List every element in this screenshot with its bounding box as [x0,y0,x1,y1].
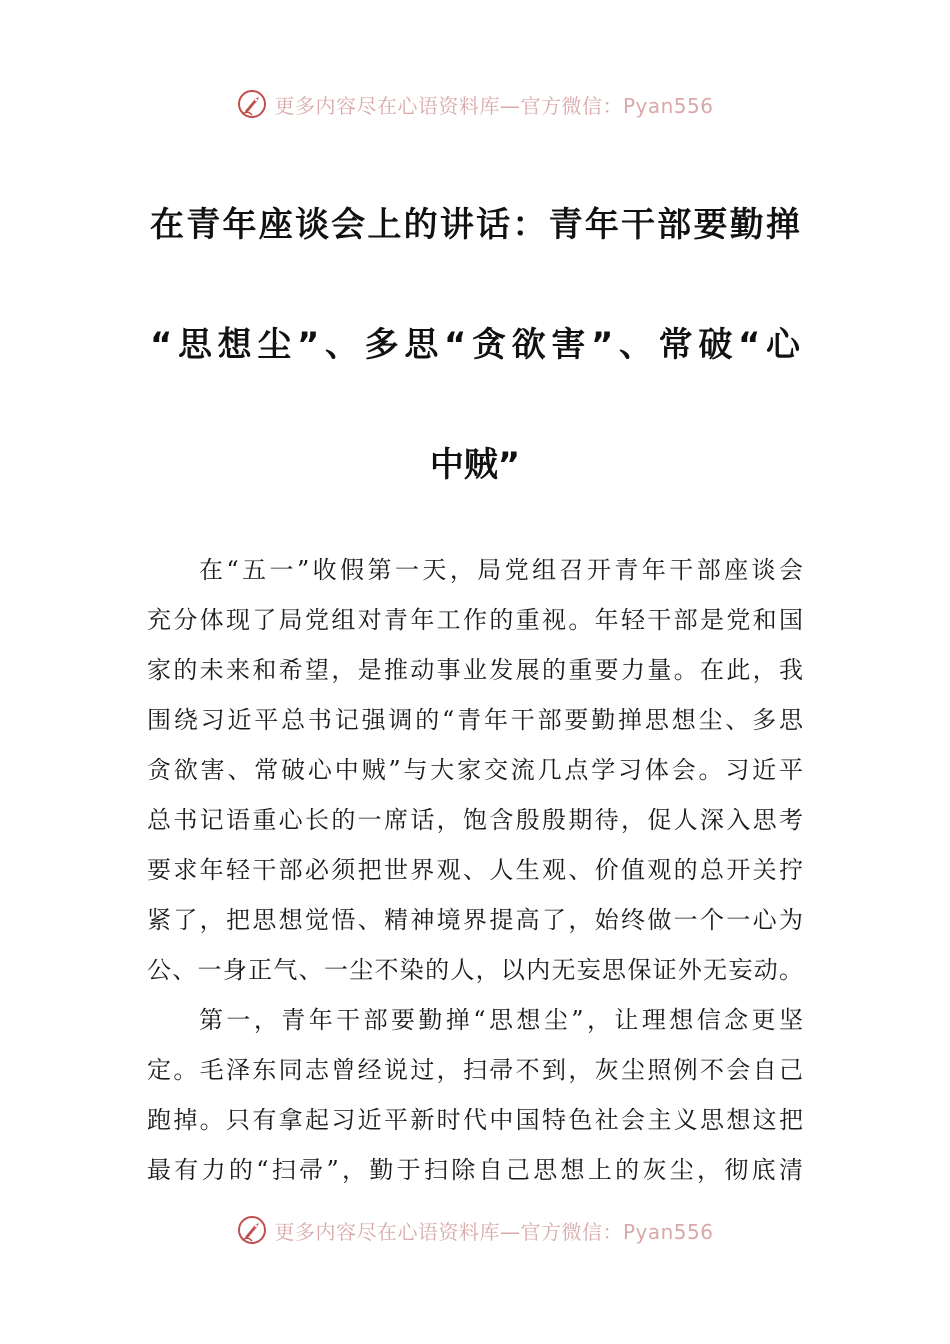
title-line: 中贼” [429,445,521,485]
watermark-text: 更多内容尽在心语资料库—官方微信：Pyan556 [274,1219,714,1244]
paragraph-line: 定。毛泽东同志曾经说过，扫帚不到，灰尘照例不会自己 [147,1056,803,1084]
paragraph-line: 贪欲害、常破心中贼”与大家交流几点学习体会。习近平 [147,756,803,784]
paragraph-line: 跑掉。只有拿起习近平新时代中国特色社会主义思想这把 [147,1106,803,1134]
paragraph-line: 最有力的“扫帚”，勤于扫除自己思想上的灰尘，彻底清 [147,1156,803,1184]
pen-nib-logo-icon [236,1214,268,1246]
title-line: “思想尘”、多思“贪欲害”、常破“心 [150,325,800,365]
title-line: 在青年座谈会上的讲话：青年干部要勤掸 [150,205,800,245]
paragraph-line: 要求年轻干部必须把世界观、人生观、价值观的总开关拧 [147,856,803,884]
paragraph-line: 紧了，把思想觉悟、精神境界提高了，始终做一个一心为 [147,906,803,934]
pen-nib-logo-icon [236,88,268,120]
paragraph-line: 在“五一”收假第一天，局党组召开青年干部座谈会 [199,556,803,584]
paragraph-line: 家的未来和希望，是推动事业发展的重要力量。在此，我 [147,656,803,684]
document-body [147,545,803,1195]
watermark-banner-top [0,86,950,122]
watermark-text: 更多内容尽在心语资料库—官方微信：Pyan556 [274,93,714,118]
paragraph-line: 第一，青年干部要勤掸“思想尘”，让理想信念更坚 [199,1006,803,1034]
paragraph-line: 充分体现了局党组对青年工作的重视。年轻干部是党和国 [147,606,803,634]
paragraph-line: 总书记语重心长的一席话，饱含殷殷期待，促人深入思考 [147,806,803,834]
paragraph-line: 围绕习近平总书记强调的“青年干部要勤掸思想尘、多思 [147,706,803,734]
paragraph-line: 公、一身正气、一尘不染的人，以内无妄思保证外无妄动。 [147,956,803,984]
document-title [150,165,800,525]
watermark-banner-bottom [0,1212,950,1248]
